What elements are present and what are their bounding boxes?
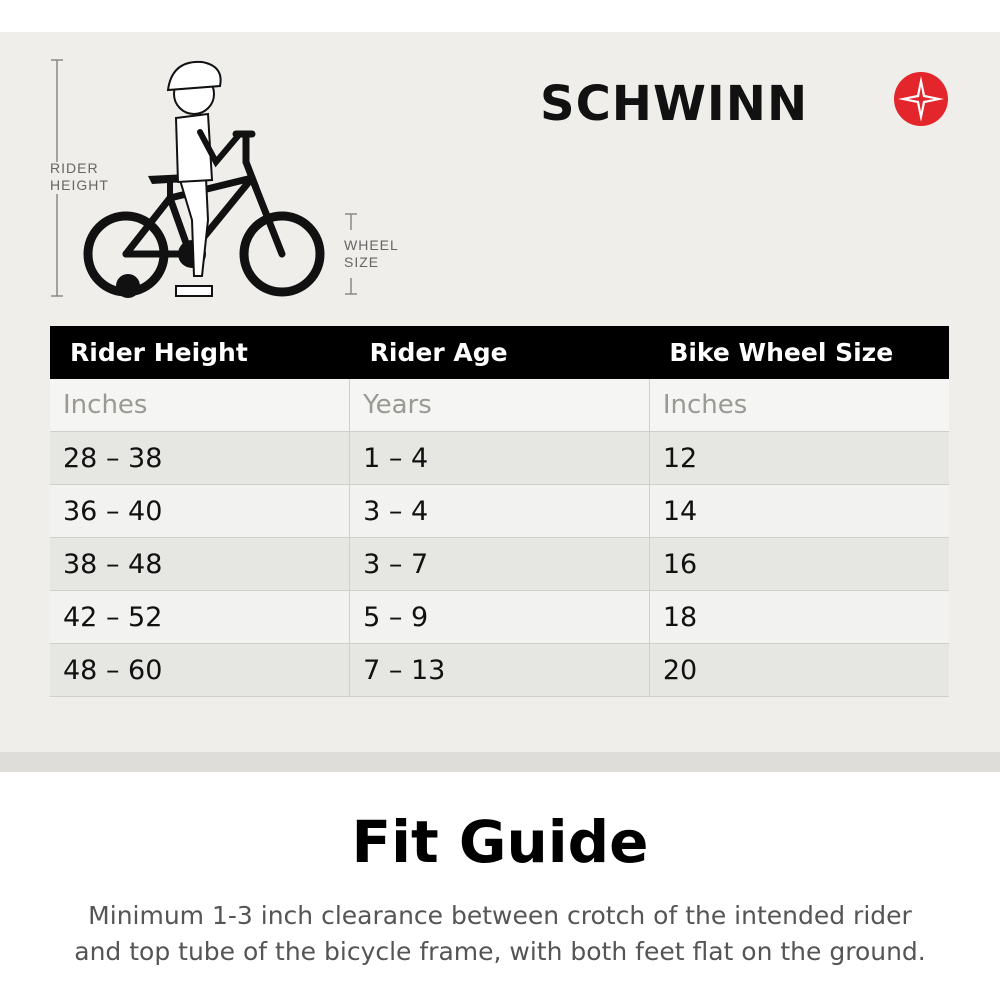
schwinn-logo — [540, 70, 960, 136]
fit-description — [20, 898, 980, 970]
unit-cell: Years — [350, 379, 650, 432]
child-on-bike-illustration — [40, 50, 420, 310]
description-line: and top tube of the bicycle frame, with both feet flat on the ground. — [74, 937, 926, 966]
rider-height-cell: 42 – 52 — [50, 591, 350, 644]
top-margin — [0, 0, 1000, 32]
rider-height-cell: 38 – 48 — [50, 538, 350, 591]
rider-age-cell: 3 – 4 — [350, 485, 650, 538]
rider-age-cell: 3 – 7 — [350, 538, 650, 591]
rider-height-label: RIDER HEIGHT — [50, 160, 109, 193]
header-rider-height: Rider Height — [50, 326, 350, 379]
wheel-size-cell: 14 — [649, 485, 949, 538]
rider-age-cell: 7 – 13 — [350, 644, 650, 697]
header-wheel-size: Bike Wheel Size — [649, 326, 949, 379]
divider-band — [0, 752, 1000, 772]
units-row — [50, 379, 949, 432]
rider-height-cell: 36 – 40 — [50, 485, 350, 538]
rider-height-cell: 48 – 60 — [50, 644, 350, 697]
wheel-size-label: WHEEL SIZE — [344, 237, 399, 270]
wheel-size-cell: 16 — [649, 538, 949, 591]
table-row — [50, 538, 949, 591]
page-title: Fit Guide — [351, 808, 649, 876]
compass-star-icon — [892, 70, 950, 128]
unit-cell: Inches — [649, 379, 949, 432]
brand-wordmark: SCHWINN — [540, 76, 809, 132]
table-row — [50, 591, 949, 644]
rider-age-cell: 5 – 9 — [350, 591, 650, 644]
wheel-size-cell: 20 — [649, 644, 949, 697]
table-row — [50, 485, 949, 538]
wheel-size-cell: 18 — [649, 591, 949, 644]
table-row — [50, 644, 949, 697]
rider-height-cell: 28 – 38 — [50, 432, 350, 485]
rider-age-cell: 1 – 4 — [350, 432, 650, 485]
description-line: Minimum 1-3 inch clearance between crotch of the intended rider — [88, 901, 912, 930]
header-rider-age: Rider Age — [350, 326, 650, 379]
table-row — [50, 432, 949, 485]
wheel-size-cell: 12 — [649, 432, 949, 485]
fit-table — [50, 326, 949, 697]
unit-cell: Inches — [50, 379, 350, 432]
table-header-row — [50, 326, 949, 379]
